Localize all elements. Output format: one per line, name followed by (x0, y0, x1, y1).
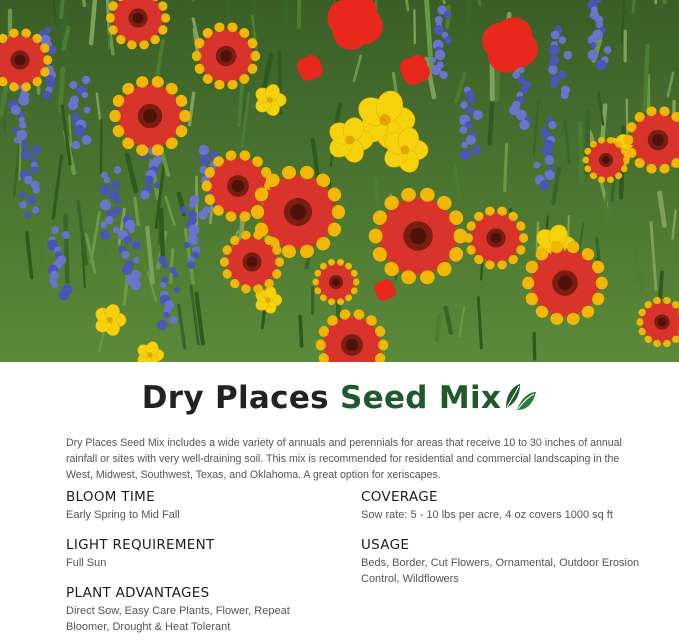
blanket-flower-eye (15, 55, 26, 66)
blanket-petal-tip (378, 340, 388, 351)
blanket-flower-eye (558, 276, 572, 290)
bluebonnet-floret (430, 57, 436, 63)
bluebonnet-floret (59, 290, 70, 301)
bluebonnet-floret (18, 95, 29, 106)
foliage-stroke (665, 0, 667, 2)
foliage-stroke (66, 216, 68, 282)
bluebonnet-floret (443, 11, 451, 19)
bluebonnet-floret (187, 261, 195, 269)
bluebonnet-floret (473, 110, 483, 120)
bluebonnet-floret (82, 76, 90, 84)
bluebonnet-floret (184, 242, 190, 248)
blanket-petal-tip (519, 233, 528, 243)
bluebonnet-floret (128, 227, 134, 233)
usage-value: Beds, Border, Cut Flowers, Ornamental, Outdoor Erosion Control, Wildflowers (361, 557, 640, 585)
blanket-flower-eye (346, 339, 358, 351)
bluebonnet-floret (82, 135, 92, 145)
blanket-flower-eye (290, 204, 306, 220)
bluebonnet-floret (140, 190, 150, 200)
blanket-petal-tip (220, 257, 229, 267)
yellow-flower-center (267, 97, 273, 103)
yellow-flower-center (147, 352, 152, 357)
bloom-time-section (66, 489, 336, 524)
usage-heading: USAGE (361, 537, 410, 553)
bluebonnet-floret (519, 120, 529, 130)
poppy-petal (407, 55, 427, 75)
bluebonnet-floret (21, 150, 31, 160)
bluebonnet-floret (100, 222, 107, 229)
blanket-petal-tip (109, 110, 120, 122)
yellow-flower-center (346, 136, 355, 145)
foliage-stroke (300, 317, 301, 346)
bluebonnet-floret (558, 36, 566, 44)
bluebonnet-floret (545, 170, 555, 180)
product-title (0, 380, 679, 420)
blanket-petal-tip (464, 233, 473, 243)
blanket-petal-tip (316, 340, 326, 351)
foliage-stroke (587, 112, 588, 173)
blanket-flower-eye (652, 134, 664, 146)
bluebonnet-floret (160, 282, 166, 288)
blanket-petal-tip (251, 51, 261, 61)
bluebonnet-floret (173, 272, 179, 278)
bluebonnet-floret (114, 196, 121, 203)
coverage-section (361, 489, 651, 524)
bluebonnet-floret (199, 145, 209, 155)
bluebonnet-floret (72, 141, 81, 150)
bluebonnet-floret (114, 166, 121, 173)
foliage-stroke (376, 179, 378, 205)
foliage-stroke (171, 250, 173, 283)
bluebonnet-floret (51, 282, 58, 289)
bluebonnet-floret (563, 51, 572, 60)
blanket-flower-eye (332, 278, 340, 286)
bluebonnet-floret (551, 31, 560, 40)
bluebonnet-floret (199, 155, 210, 166)
blanket-petal-tip (202, 181, 212, 192)
bluebonnet-floret (460, 126, 468, 134)
bluebonnet-floret (84, 107, 91, 114)
blanket-petal-tip (179, 110, 190, 122)
bluebonnet-floret (188, 235, 198, 245)
bluebonnet-floret (122, 251, 130, 259)
blanket-petal-tip (312, 278, 319, 285)
bluebonnet-floret (100, 230, 110, 240)
bluebonnet-floret (588, 50, 599, 61)
bluebonnet-floret (21, 141, 29, 149)
bluebonnet-floret (596, 60, 607, 71)
usage-section (361, 537, 651, 587)
yellow-flower-center (401, 146, 410, 155)
bluebonnet-floret (549, 45, 560, 56)
leaf-icon (503, 382, 537, 420)
blanket-petal-tip (332, 205, 345, 219)
blanket-petal-tip (596, 277, 608, 290)
title-part-dry-places: Dry Places (141, 380, 329, 416)
bluebonnet-floret (14, 136, 21, 143)
bluebonnet-floret (465, 106, 473, 114)
coverage-heading: COVERAGE (361, 489, 438, 505)
blanket-petal-tip (636, 318, 643, 326)
bluebonnet-floret (180, 206, 187, 213)
title-part-seed-mix: Seed Mix (340, 380, 502, 416)
blanket-flower-eye (658, 318, 667, 327)
plant-advantages-value: Direct Sow, Easy Care Plants, Flower, Repeat Bloomer, Drought & Heat Tolerant (66, 605, 290, 633)
bluebonnet-floret (174, 287, 180, 293)
bluebonnet-floret (24, 212, 31, 219)
bluebonnet-floret (472, 145, 482, 155)
bluebonnet-floret (189, 202, 196, 209)
product-description: Dry Places Seed Mix includes a wide variety of annuals and perennials for areas that receive 10 to 30 inches of annual rainfall or sites with very well-draining soil. This mix is recommended for residential and commercial landscaping in the West, Midwest, Southwest, Texas, and Oklahoma. A great option for xeriscapes. (66, 436, 622, 481)
bluebonnet-floret (154, 182, 160, 188)
bluebonnet-floret (132, 241, 141, 250)
bluebonnet-floret (461, 142, 468, 149)
bluebonnet-floret (100, 200, 111, 211)
blanket-flower-eye (133, 13, 144, 24)
bluebonnet-floret (62, 231, 70, 239)
bluebonnet-floret (100, 185, 111, 196)
bluebonnet-floret (590, 42, 596, 48)
blanket-petal-tip (275, 257, 284, 267)
bluebonnet-floret (162, 262, 168, 268)
plant-advantages-section (66, 585, 336, 635)
bluebonnet-floret (440, 71, 448, 79)
blanket-petal-tip (192, 51, 202, 61)
bluebonnet-floret (122, 265, 132, 275)
blanket-flower-eye (232, 180, 244, 192)
bluebonnet-floret (145, 175, 154, 184)
bluebonnet-floret (24, 176, 33, 185)
bluebonnet-floret (460, 150, 471, 161)
blanket-petal-tip (43, 55, 52, 65)
bluebonnet-floret (444, 36, 452, 44)
bluebonnet-floret (169, 316, 177, 324)
foliage-stroke (161, 210, 163, 262)
bluebonnet-floret (133, 257, 139, 263)
blanket-petal-tip (369, 229, 383, 244)
bluebonnet-floret (105, 216, 114, 225)
bluebonnet-floret (604, 46, 612, 54)
bluebonnet-floret (31, 166, 38, 173)
blanket-petal-tip (251, 205, 264, 219)
light-requirement-heading: LIGHT REQUIREMENT (66, 537, 215, 553)
blanket-flower-eye (220, 50, 232, 62)
bluebonnet-floret (33, 186, 40, 193)
blanket-flower-eye (247, 257, 258, 268)
bluebonnet-floret (19, 192, 26, 199)
bluebonnet-floret (68, 100, 78, 110)
blanket-flower-eye (602, 156, 610, 164)
foliage-stroke (437, 315, 439, 339)
bloom-time-heading: BLOOM TIME (66, 489, 155, 505)
poppy-petal (380, 279, 394, 293)
blanket-petal-tip (106, 13, 115, 23)
blanket-petal-tip (623, 156, 630, 163)
yellow-flower-center (107, 317, 113, 323)
bluebonnet-floret (550, 82, 557, 89)
bluebonnet-floret (561, 91, 569, 99)
bluebonnet-floret (157, 320, 167, 330)
bluebonnet-floret (549, 121, 557, 129)
foliage-stroke (656, 0, 657, 3)
bluebonnet-floret (104, 177, 110, 183)
bluebonnet-floret (468, 96, 475, 103)
bloom-time-value: Early Spring to Mid Fall (66, 509, 180, 521)
bluebonnet-floret (164, 312, 170, 318)
bluebonnet-floret (544, 155, 554, 165)
bluebonnet-floret (198, 210, 207, 219)
bluebonnet-floret (31, 145, 41, 155)
plant-advantages-heading: PLANT ADVANTAGES (66, 585, 210, 601)
foliage-stroke (60, 69, 63, 111)
light-requirement-value: Full Sun (66, 557, 107, 569)
bluebonnet-floret (76, 132, 82, 138)
bluebonnet-floret (548, 65, 558, 75)
foliage-stroke (580, 123, 581, 183)
bluebonnet-floret (82, 92, 88, 98)
bluebonnet-floret (32, 206, 39, 213)
blanket-flower-eye (491, 233, 502, 244)
bluebonnet-floret (69, 81, 77, 89)
poppy-petal (303, 55, 320, 72)
foliage-stroke (299, 0, 300, 27)
foliage-stroke (41, 226, 42, 269)
bluebonnet-floret (111, 181, 120, 190)
blanket-petal-tip (353, 278, 360, 285)
yellow-flower-center (265, 297, 270, 302)
bluebonnet-floret (124, 236, 133, 245)
foliage-stroke (505, 145, 507, 191)
coverage-value: Sow rate: 5 - 10 lbs per acre, 4 oz covers 1000 sq ft (361, 509, 613, 521)
poppy-petal (496, 17, 532, 53)
blanket-flower-eye (410, 228, 427, 245)
bluebonnet-floret (518, 67, 525, 74)
foliage-stroke (534, 333, 535, 359)
bluebonnet-floret (19, 121, 26, 128)
bluebonnet-floret (27, 195, 37, 205)
bluebonnet-floret (435, 50, 445, 60)
bluebonnet-floret (539, 180, 549, 190)
bluebonnet-floret (19, 201, 26, 208)
bluebonnet-floret (51, 226, 58, 233)
blanket-petal-tip (161, 13, 170, 23)
yellow-flower-center (379, 114, 390, 125)
blanket-flower-eye (143, 109, 157, 123)
bluebonnet-floret (131, 280, 141, 290)
blanket-petal-tip (522, 277, 534, 290)
bluebonnet-floret (42, 91, 51, 100)
blanket-petal-tip (624, 135, 634, 145)
light-requirement-section (66, 537, 336, 572)
blanket-petal-tip (582, 156, 589, 163)
bluebonnet-floret (113, 227, 120, 234)
bluebonnet-floret (534, 162, 541, 169)
